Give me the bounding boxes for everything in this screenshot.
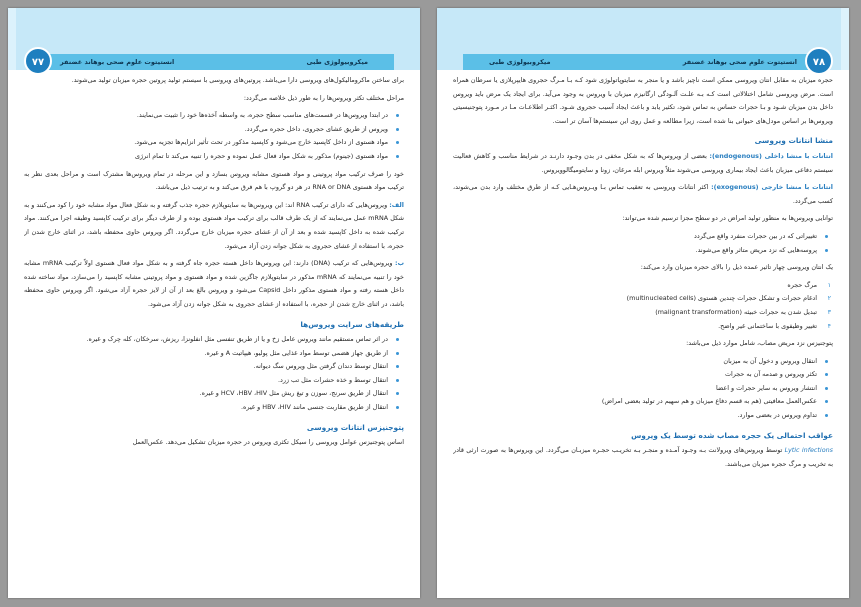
list-item: انتقال توسط و خذه حشرات مثل تب زرد. <box>24 374 388 388</box>
stages-list <box>24 109 404 163</box>
item-text: مرگ حجره <box>787 280 817 289</box>
list-item: پروسه‌هایی که نزد مریض متاثر واقع می‌شوند. <box>453 244 817 258</box>
list-item: انتقال از طریق سرنج، سوزن و تیغ ریش مثل HCV ،HBV ،HIV و غیره. <box>24 387 388 401</box>
label-exogenous: انتانات با منشا خارجی (exogenous): <box>711 183 833 192</box>
item-text: تغییر وظیفوی با ساختمانی غیر واضح. <box>718 321 817 330</box>
item-number: ۲ <box>827 294 831 303</box>
label-alef: الف: <box>389 200 404 209</box>
paragraph: توانایی ویروس‌ها به منظور تولید امراض در دو سطح مجزا ترسیم شده می‌تواند: <box>622 214 833 223</box>
list-item: انتشار ویروس به سایر حجرات و اعضا <box>453 382 817 396</box>
paragraph-exogenous <box>453 181 833 208</box>
list-item: انتقال از طریق مقاربت جنسی مانند HBV ،HIV و غیره. <box>24 401 388 415</box>
section-heading: پتوجنیزس انتانات ویروسی <box>306 422 404 432</box>
page-77 <box>8 8 420 598</box>
list-item: ویروس از طریق غشای حجروی، داخل حجره می‌گردد. <box>24 123 388 137</box>
paragraph: حجره میزبان به مقابل انتان ویروسی ممکن است ناچیز باشد و یا منجر به سایتوپاتولوژی شود کـه بـا مـرگ حجروی هایپرپلازی یا سرطان همراه است. مرض ویروسی شامل اختلالاتی است کـه بـه علـت آلـودگی ارگانیزم میزبان با ویروس به وجود می‌آید. برای ایجاد یک مرض باید ویروس داخل بدن میزبان شـود و بـا حجرات حساس به تماس شود، تکثیر یابد و باعث ایجاد آسیب حجروی شـود. اکثـر اطلاعـات مـا در مـورد پتوجنیسیتی ویروس‌ها بر اساس مودل‌های حیوانی بنا شده است، زیرا مطالعه و عمل روی این سیستم‌ها آسان تر است. <box>453 76 833 125</box>
text: ویروس‌هایی که دارای ترکیب RNA اند: این ویروس‌ها به سایتوپلازم حجره جذب گرفته و به شکل فعال مواد مشابه خود را کود می‌کنند و به شکل mRNA عمل می‌نمایند که از یک طرف قالب برای ترکیب مواد هستوی بوده و از طرف دیگر برای ترکیب کاپسید وظیفه اجرا می‌کنند. مواد ترکیب شده به داخل کاپسید شده و بعد از آن از غشای حجره میزبان خارج می‌گردد. اگر ویروس حاوی محفظه باشد، در اثنای خارج شدن از حجره، با استفاده از غشای حجروی به شکل جوانه زدن آزاد می‌شود. <box>24 200 404 250</box>
paragraph: پتوجنیزس نزد مریض مصاب، شامل موارد ذیل می‌باشد: <box>686 339 833 348</box>
header-right-text: میکروبیولوژی طبی <box>306 58 368 66</box>
list-item: در اثر تماس مستقیم مانند ویروس عامل زخ و یا از طریق تنفسی مثل انفلونزا، ریزش، سرخکان، کله چرک و غیره. <box>24 333 388 347</box>
list-item: از طریق جهاز هضمی توسط مواد غذایی مثل پولیو، هیپاتیت A و غیره. <box>24 347 388 361</box>
transmission-list <box>24 333 404 415</box>
paragraph: یک انتان ویروسی چهار تاثیر عمده ذیل را بالای حجره میزبان وارد می‌کند: <box>640 263 833 272</box>
list-item: مواد هستوی از داخل کاپسید خارج می‌شود و کاپسید مذکور در تحت تأثیر انزایم‌ها تجزیه می‌شود. <box>24 136 388 150</box>
text: بعضی از ویروس‌ها که به شکل مخفی در بدن وجـود دارنـد در شرایط مناسب و کاهش فعالیت سیستم دفاعی میزبان باعث ایجاد بیماری ویروسی می‌شوند مثلاً ویروس ابله مرغان، زونا و سایتومیگالوویروس. <box>453 151 833 174</box>
list-item <box>453 306 831 320</box>
header-left-text: انستیتوت علوم صحی بوهاند غضنفر <box>60 58 175 66</box>
list-item <box>453 292 831 306</box>
page-body <box>453 74 833 592</box>
list-item: تغییراتی که در بین حجرات منفرد واقع می‌گردد <box>453 230 817 244</box>
label-endogenous: انتانات با منشا داخلی (endogenous): <box>709 151 833 160</box>
running-header <box>34 54 394 70</box>
list-item: در ابتدا ویروس‌ها در قسمت‌های مناسب سطح حجره، به واسطه آخذه‌ها خود را تثبیت می‌نمایند. <box>24 109 388 123</box>
text: توسط ویروس‌های ویرولانت بـه وجـود آمـده و منجـر بـه تخریـب حجـره میزبـان می‌گردد. این ویروس‌ها به صورت ارثی قادر به تخریب و مرگ حجره میزبان می‌باشند. <box>453 446 833 468</box>
list-item <box>453 320 831 334</box>
running-header <box>463 54 823 70</box>
header-band-edge <box>8 8 16 70</box>
header-band-edge <box>841 8 849 70</box>
section-heading: عواقب احتمالی یک حجره مصاب شده توسط یک ویروس <box>631 430 833 440</box>
list-item: انتقال ویروس و دخول آن به میزبان <box>453 355 817 369</box>
header-left-text: میکروبیولوژی طبی <box>489 58 551 66</box>
paragraph: خود را صرف ترکیب مواد پروتینی و مواد هستوی مشابه ویروس بسازد و این مرحله در تمام ویروس‌ها مشترک است و مراحل بعدی نظر به ترکیب مواد هستوی RNA or DNA در هر دو گروپ با هم فرق می‌کند و به ترتیب ذیل می‌باشد. <box>24 169 404 192</box>
item-number: ۱ <box>827 280 831 289</box>
text: اکثر انتانات ویروسی به تعقیب تماس بـا ویـروس‌هـایی کـه از طرق مختلف وارد بدن می‌شوند، کسب می‌گردد. <box>453 183 833 205</box>
paragraph-dna <box>24 257 404 311</box>
section-heading: منشا انتانات ویروسی <box>754 136 833 146</box>
page-78 <box>437 8 849 598</box>
list-item: انتقال توسط دندان گرفتن مثل ویروس سگ دیوانه. <box>24 360 388 374</box>
paragraph-rna <box>24 199 404 253</box>
list-item: عکس‌العمل معافیتی (هم به قسم دفاع میزبان و هم سهیم در تولید بعضی امراض) <box>453 395 817 409</box>
page-number-badge: ۷۸ <box>805 47 833 75</box>
item-text: ادغام حجرات و تشکل حجرات چندین هستوی (multinucleated cells) <box>626 294 817 303</box>
label-be: ب: <box>395 259 404 268</box>
section-heading: طریقه‌های سرایت ویروس‌ها <box>300 319 404 329</box>
list-item: مواد هستوی (جینوم) مذکور به شکل مواد فعال عمل نموده و حجره را تنبیه می‌کند تا تمام انرژی <box>24 150 388 164</box>
paragraph: اساس پتوجنیزس عوامل ویروسی را سیکل تکثری ویروس در حجره میزبان تشکیل می‌دهد. عکس‌العمل <box>132 438 404 447</box>
label-lytic: Lytic infections <box>784 446 833 455</box>
item-text: تبدیل شدن به حجرات خبیثه (malignant transformation) <box>655 307 817 316</box>
pathogenesis-list <box>453 355 833 423</box>
item-number: ۳ <box>827 307 831 316</box>
text: ویروس‌هایی که ترکیب (DNA) دارند: این ویروس‌ها داخل هسته حجره جاه گرفته و به شکل مواد فعال هستوی اولاً ترکیب mRNA مشابه خود را تنبیه می‌نمایند که mRNA مذکور در سایتوپلازم جاگزین شده و مواد هستوی و مواد پروتینی مشابه کاپسید را می‌سازد، مواد ساخته شده داخل هسته رفته و مواد هستوی مذکور داخل Capsid می‌شود و ویروس بالغ بعد از آن از لایز حجره آزاد می‌شود. اگر ویروس حاوی محفظه باشد، در اثنای خارج شدن از حجره، با استفاده از غشای حجروی به شکل جوانه زدن آزاد می‌شود. <box>24 259 404 308</box>
page-number-badge: ۷۷ <box>24 47 52 75</box>
item-number: ۴ <box>827 321 831 330</box>
virus-effects-list <box>453 279 833 333</box>
effects-list <box>453 230 833 257</box>
list-item: تداوم ویروس در بعضی موارد. <box>453 409 817 423</box>
page-body <box>24 74 404 592</box>
paragraph-endogenous <box>453 150 833 177</box>
paragraph: مراحل مختلف تکثر ویروس‌ها را به طور ذیل خلاصه می‌گردد: <box>243 93 404 102</box>
list-item: تکثر ویروس و صدمه آن به حجرات <box>453 368 817 382</box>
paragraph: برای ساختن ماکرومالیکول‌های ویروسی دارا می‌باشد. پروتین‌های ویروسی با سیستم تولید پروتین حجره میزبان تولید می‌شوند. <box>71 76 404 84</box>
paragraph-lytic <box>453 444 833 471</box>
header-right-text: انستیتوت علوم صحی بوهاند غضنفر <box>682 58 797 66</box>
list-item <box>453 279 831 293</box>
